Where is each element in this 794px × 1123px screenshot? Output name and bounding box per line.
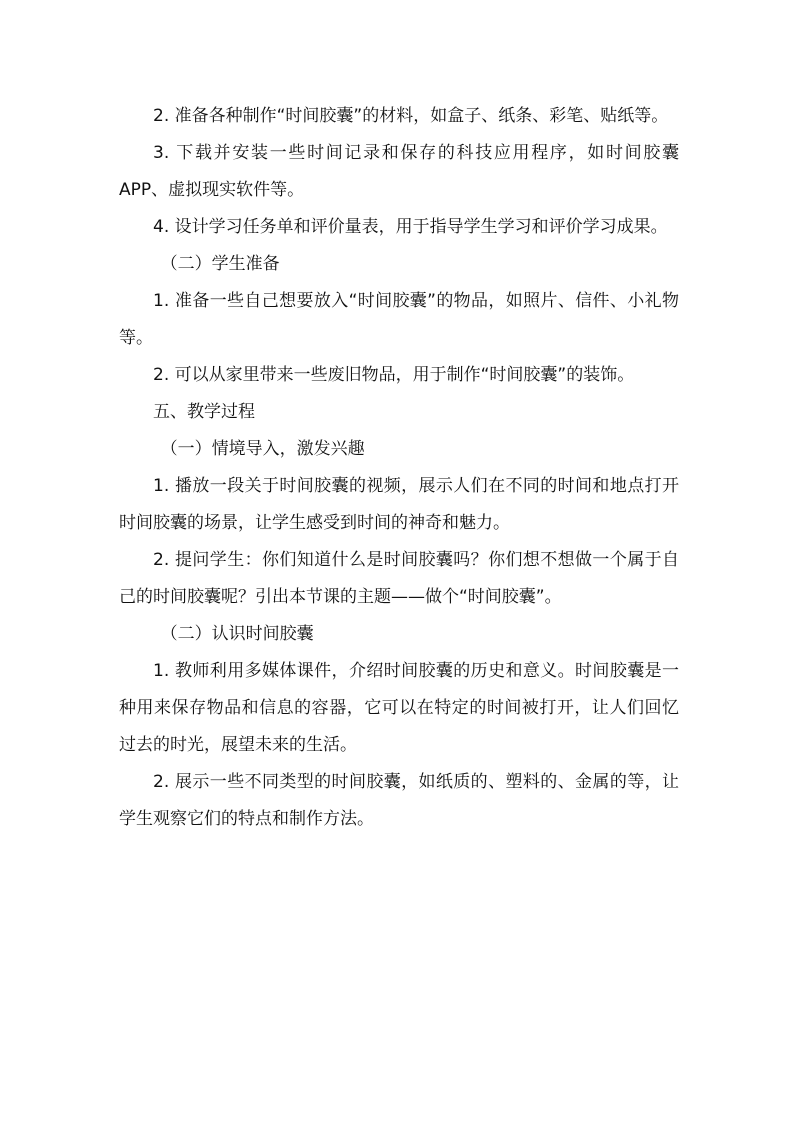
paragraph-teacher-prep-2: 2. 准备各种制作“时间胶囊”的材料，如盒子、纸条、彩笔、贴纸等。 (153, 106, 669, 126)
paragraph-intro-2: 2. 提问学生：你们知道什么是时间胶囊吗？你们想不想做一个属于自己的时间胶囊呢？引出本节课的主题——做个“时间胶囊”。 (119, 550, 679, 607)
paragraph-know-2: 2. 展示一些不同类型的时间胶囊，如纸质的、塑料的、金属的等，让学生观察它们的特点和制作方法。 (119, 772, 679, 829)
section-heading-teaching-process: 五、教学过程 (153, 402, 255, 422)
paragraph-student-prep-1: 1. 准备一些自己想要放入“时间胶囊”的物品，如照片、信件、小礼物等。 (119, 291, 679, 348)
section-heading-know-capsule: （二）认识时间胶囊 (160, 624, 314, 644)
paragraph-know-1: 1. 教师利用多媒体课件，介绍时间胶囊的历史和意义。时间胶囊是一种用来保存物品和信息的容器，它可以在特定的时间被打开，让人们回忆过去的时光，展望未来的生活。 (119, 661, 679, 755)
paragraph-teacher-prep-3: 3. 下载并安装一些时间记录和保存的科技应用程序，如时间胶囊APP、虚拟现实软件等。 (119, 143, 679, 200)
document-body (119, 98, 679, 838)
paragraph-teacher-prep-4: 4. 设计学习任务单和评价量表，用于指导学生学习和评价学习成果。 (153, 217, 668, 237)
paragraph-student-prep-2: 2. 可以从家里带来一些废旧物品，用于制作“时间胶囊”的装饰。 (153, 365, 635, 385)
section-heading-scenario-intro: （一）情境导入，激发兴趣 (160, 439, 365, 459)
paragraph-intro-1: 1. 播放一段关于时间胶囊的视频，展示人们在不同的时间和地点打开时间胶囊的场景，让学生感受到时间的神奇和魅力。 (119, 476, 679, 533)
section-heading-student-prep: （二）学生准备 (160, 254, 280, 274)
